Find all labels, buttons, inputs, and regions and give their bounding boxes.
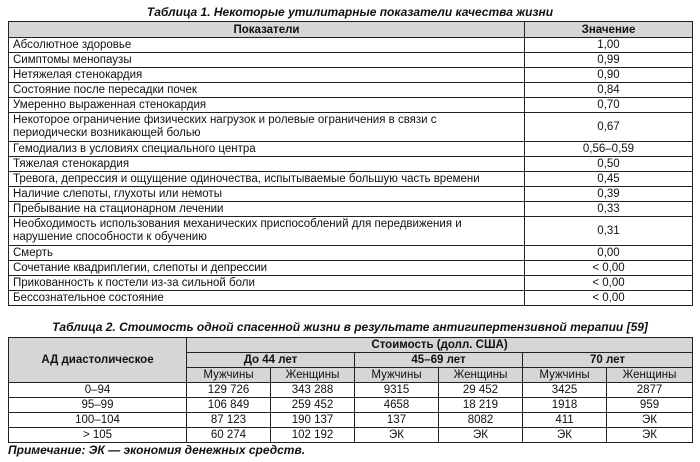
row-value: 0,99	[525, 53, 693, 68]
row-value: 0,31	[525, 217, 693, 246]
cost-cell: 102 192	[271, 428, 355, 443]
header-sex: Женщины	[439, 368, 523, 383]
quality-of-life-table	[8, 21, 693, 306]
cost-cell: 137	[355, 413, 439, 428]
row-label: Нетяжелая стенокардия	[9, 68, 525, 83]
table-row	[9, 68, 693, 83]
row-label: Умеренно выраженная стенокардия	[9, 98, 525, 113]
row-label: Наличие слепоты, глухоты или немоты	[9, 187, 525, 202]
cost-cell: ЭК	[607, 428, 693, 443]
cost-cell: 3425	[523, 383, 607, 398]
table-row	[9, 142, 693, 157]
cost-cell: 106 849	[187, 398, 271, 413]
row-value: 0,33	[525, 202, 693, 217]
row-value: 0,00	[525, 246, 693, 261]
cost-cell: 29 452	[439, 383, 523, 398]
table2-caption: Таблица 2. Стоимость одной спасенной жизни в результате антигипертензивной терапии [59]	[52, 320, 648, 334]
table-row	[9, 383, 693, 398]
cost-cell: 959	[607, 398, 693, 413]
cost-cell: 190 137	[271, 413, 355, 428]
table-row	[9, 261, 693, 276]
row-value: < 0,00	[525, 276, 693, 291]
table-row	[9, 38, 693, 53]
header-sex: Мужчины	[187, 368, 271, 383]
row-value: 0,39	[525, 187, 693, 202]
row-value: 1,00	[525, 38, 693, 53]
table-row	[9, 98, 693, 113]
cost-cell: 60 274	[187, 428, 271, 443]
header-cost: Стоимость (долл. США)	[187, 338, 693, 353]
cost-cell: 8082	[439, 413, 523, 428]
header-value: Значение	[525, 22, 693, 38]
table-row	[9, 202, 693, 217]
row-value: 0,56–0,59	[525, 142, 693, 157]
cost-cell: 411	[523, 413, 607, 428]
bp-range: 0–94	[9, 383, 187, 398]
bp-range: 100–104	[9, 413, 187, 428]
cost-cell: ЭК	[439, 428, 523, 443]
table-row	[9, 413, 693, 428]
row-label: Необходимость использования механических приспособлений для передвижения и нарушение способности к обучению	[9, 217, 525, 246]
cost-cell: 87 123	[187, 413, 271, 428]
header-sex: Женщины	[271, 368, 355, 383]
header-sex: Мужчины	[355, 368, 439, 383]
row-label: Бессознательное состояние	[9, 291, 525, 306]
table-row	[9, 217, 693, 246]
row-label: Абсолютное здоровье	[9, 38, 525, 53]
table-row	[9, 428, 693, 443]
header-indicators: Показатели	[9, 22, 525, 38]
table-row	[9, 157, 693, 172]
row-value: < 0,00	[525, 261, 693, 276]
row-value: 0,67	[525, 113, 693, 142]
cost-cell: 4658	[355, 398, 439, 413]
row-value: 0,45	[525, 172, 693, 187]
row-label: Гемодиализ в условиях специального центра	[9, 142, 525, 157]
cost-cell: ЭК	[607, 413, 693, 428]
header-sex: Женщины	[607, 368, 693, 383]
cost-cell: ЭК	[355, 428, 439, 443]
header-sex: Мужчины	[523, 368, 607, 383]
row-label: Тревога, депрессия и ощущение одиночества, испытываемые большую часть времени	[9, 172, 525, 187]
row-value: 0,90	[525, 68, 693, 83]
cost-cell: 2877	[607, 383, 693, 398]
bp-range: 95–99	[9, 398, 187, 413]
cost-cell: 9315	[355, 383, 439, 398]
cost-cell: 1918	[523, 398, 607, 413]
row-label: Смерть	[9, 246, 525, 261]
header-age-group: До 44 лет	[187, 353, 355, 368]
row-value: < 0,00	[525, 291, 693, 306]
table-row	[9, 246, 693, 261]
cost-cell: ЭК	[523, 428, 607, 443]
table-row	[9, 172, 693, 187]
table-row	[9, 187, 693, 202]
row-label: Прикованность к постели из-за сильной боли	[9, 276, 525, 291]
table-row	[9, 291, 693, 306]
table-row	[9, 398, 693, 413]
row-label: Пребывание на стационарном лечении	[9, 202, 525, 217]
row-label: Состояние после пересадки почек	[9, 83, 525, 98]
cost-cell: 129 726	[187, 383, 271, 398]
table-row	[9, 53, 693, 68]
table-row	[9, 276, 693, 291]
table-row	[9, 83, 693, 98]
row-label: Симптомы менопаузы	[9, 53, 525, 68]
header-age-group: 45–69 лет	[355, 353, 523, 368]
header-diastolic-bp: АД диастолическое	[9, 338, 187, 383]
header-age-group: 70 лет	[523, 353, 693, 368]
table2-note: Примечание: ЭК — экономия денежных средств.	[8, 443, 306, 457]
row-label: Сочетание квадриплегии, слепоты и депрессии	[9, 261, 525, 276]
cost-cell: 343 288	[271, 383, 355, 398]
row-value: 0,70	[525, 98, 693, 113]
row-label: Тяжелая стенокардия	[9, 157, 525, 172]
cost-per-life-table	[8, 337, 693, 443]
bp-range: > 105	[9, 428, 187, 443]
cost-cell: 18 219	[439, 398, 523, 413]
table1-caption: Таблица 1. Некоторые утилитарные показатели качества жизни	[146, 5, 554, 19]
table-row	[9, 113, 693, 142]
cost-cell: 259 452	[271, 398, 355, 413]
table2-header-row	[9, 338, 693, 353]
row-value: 0,84	[525, 83, 693, 98]
row-label: Некоторое ограничение физических нагрузок и ролевые ограничения в связи с периодически возникающей болью	[9, 113, 525, 142]
row-value: 0,50	[525, 157, 693, 172]
table1-header-row	[9, 22, 693, 38]
